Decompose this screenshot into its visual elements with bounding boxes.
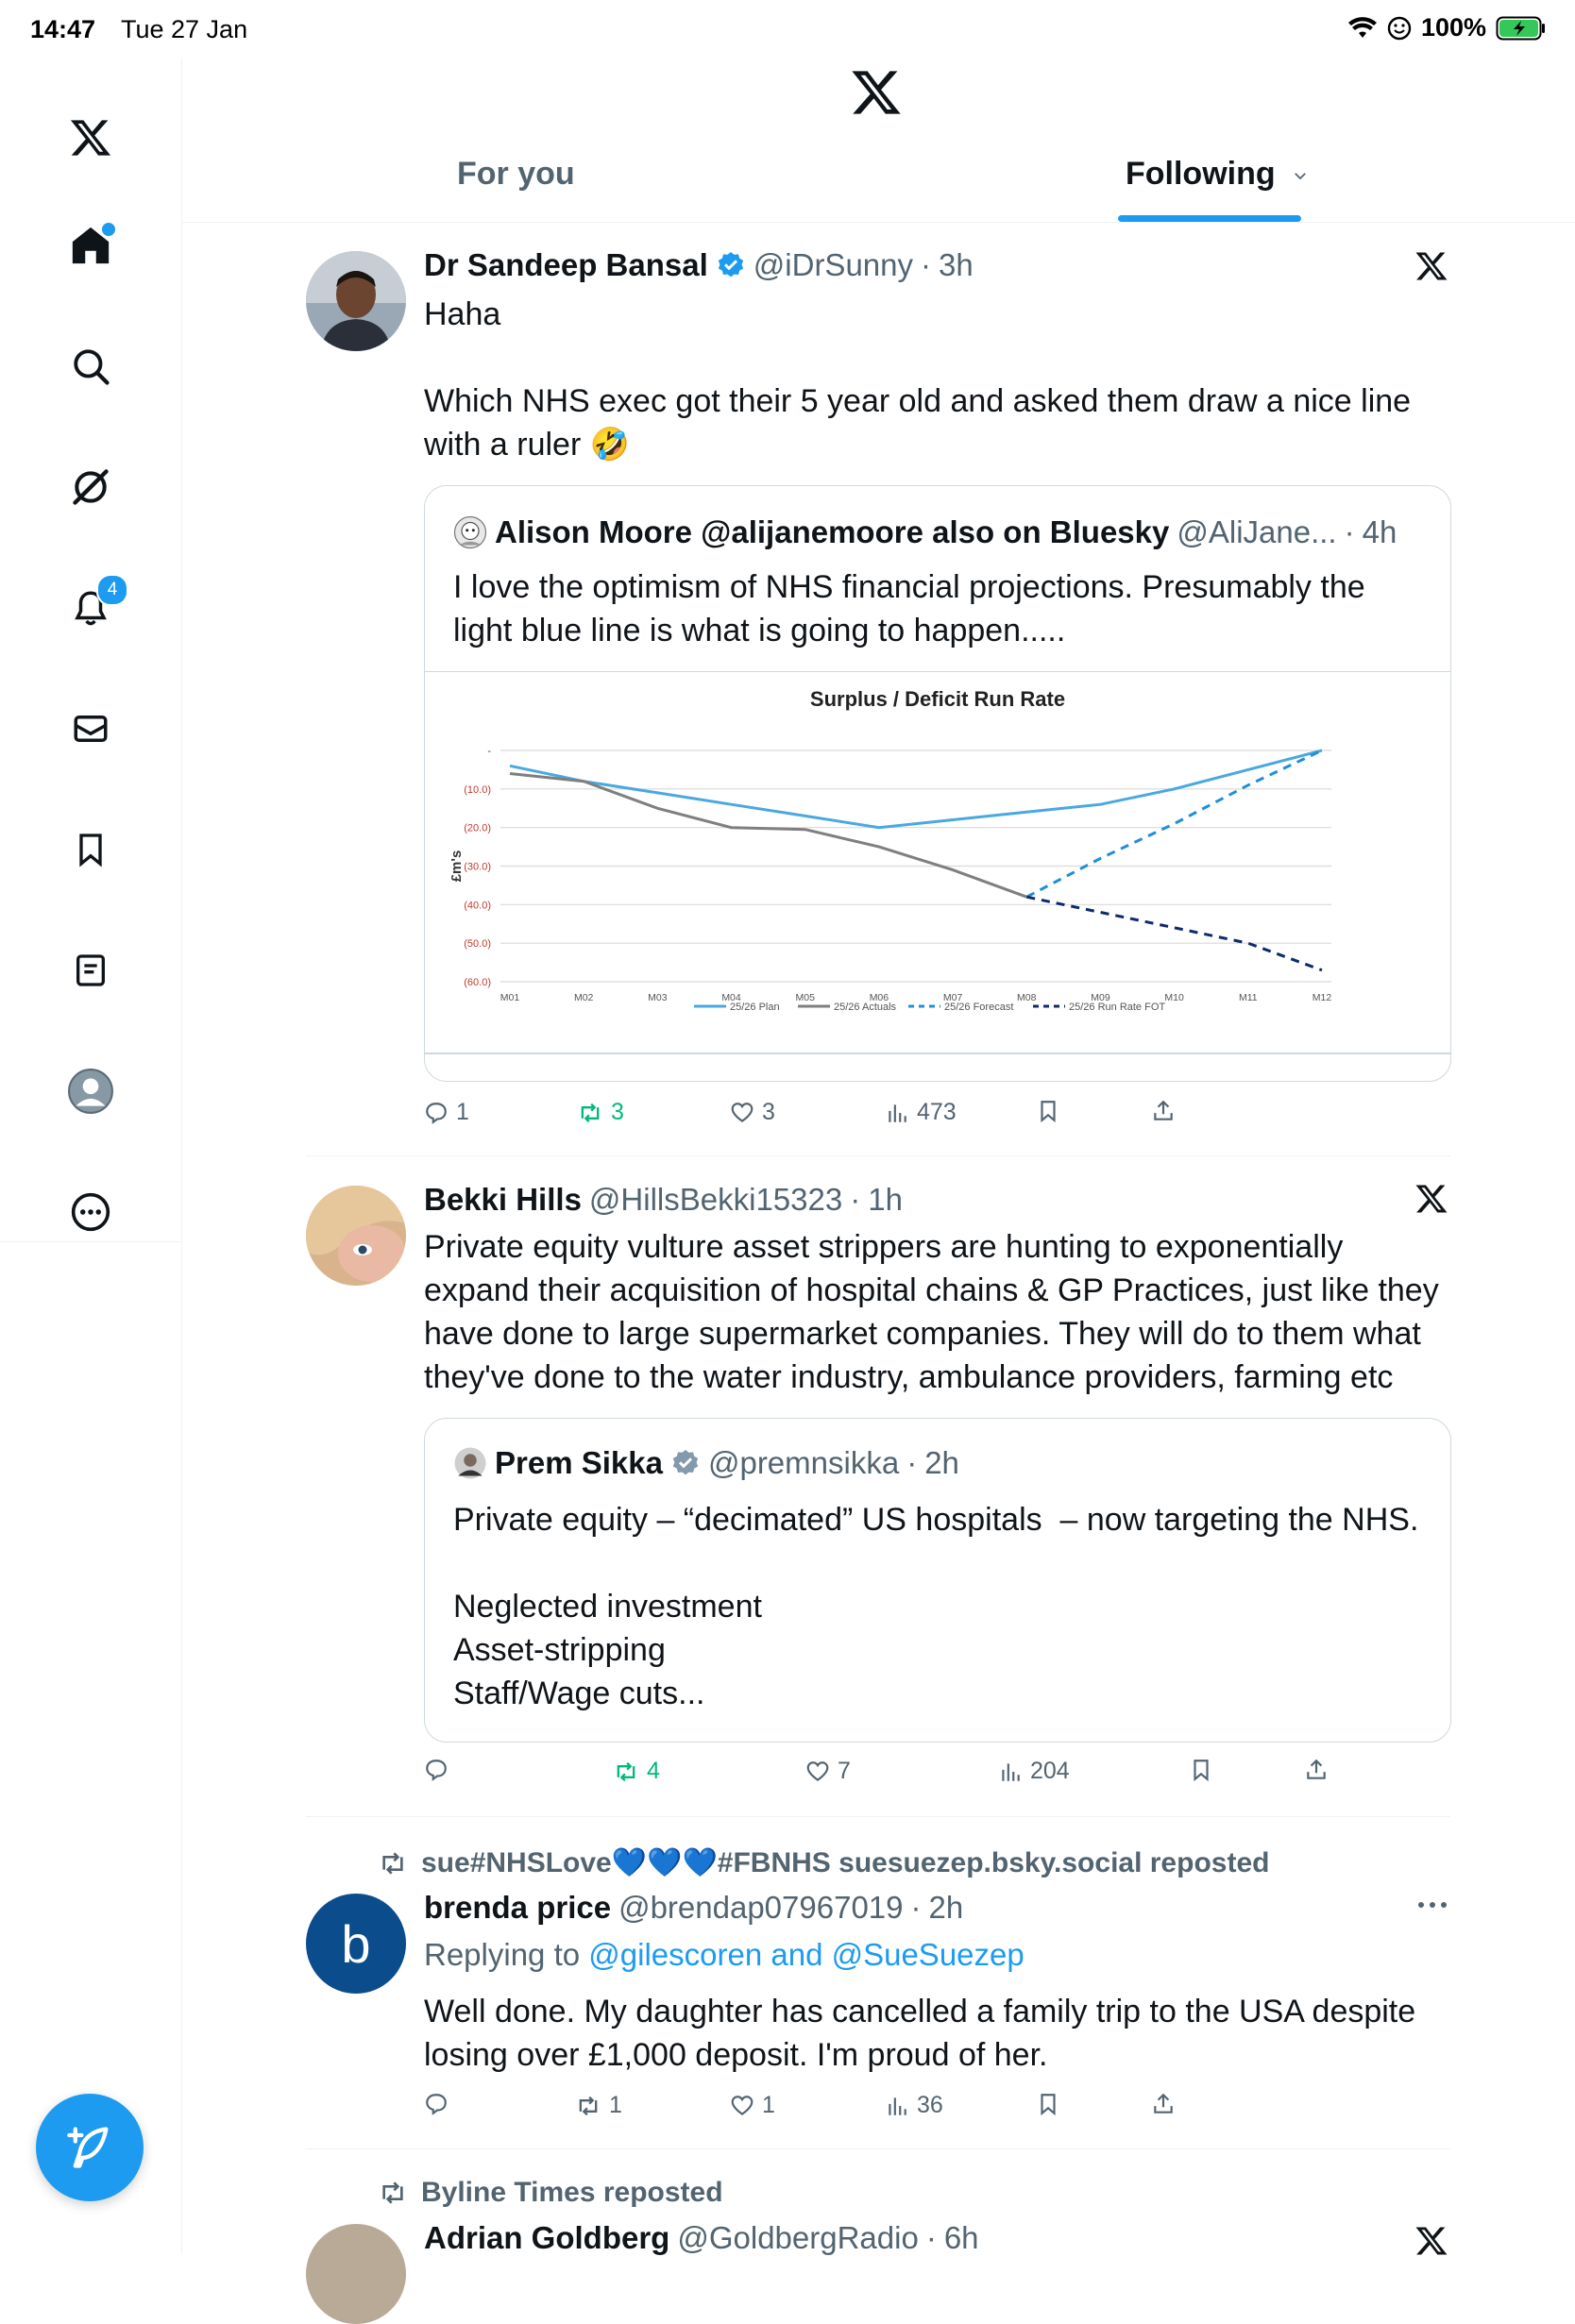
repost-count: 1 [609, 2092, 622, 2118]
reposted-by-label[interactable]: sue#NHSLove💙💙💙#FBNHS suesuezep.bsky.social reposted [421, 1847, 1270, 1878]
x-logo-icon [850, 66, 903, 119]
post-divider [306, 1816, 1450, 1817]
nav-profile[interactable] [57, 1057, 125, 1125]
grok-icon [70, 466, 111, 508]
share-icon [1151, 1099, 1176, 1123]
legend-label: 25/26 Actuals [834, 1002, 897, 1013]
post-actions [424, 2092, 1387, 2130]
list-icon [72, 951, 110, 989]
x-tick-label: M06 [869, 992, 889, 1003]
dot-separator: · [906, 1445, 918, 1480]
focus-smiley-icon [1387, 16, 1412, 41]
post-text: have done to large supermarket companies. They will do to them what [424, 1316, 1421, 1352]
heart-icon [730, 1101, 754, 1125]
views-button[interactable] [998, 1758, 1070, 1785]
quoted-avatar [453, 1446, 487, 1480]
bookmark-icon [1036, 2092, 1060, 2116]
quoted-post-text: Asset-stripping [453, 1632, 666, 1668]
y-axis-label: £m's [449, 850, 465, 883]
more-options-button[interactable] [1416, 1895, 1448, 1914]
status-bar [0, 0, 1575, 59]
quoted-post-text: I love the optimism of NHS financial projections. Presumably the [453, 569, 1365, 605]
y-tick-label: (40.0) [464, 900, 491, 912]
quoted-post-text: light blue line is what is going to happen..... [453, 613, 1066, 648]
bookmark-icon [72, 831, 110, 868]
like-button[interactable] [730, 2092, 775, 2119]
mail-icon [71, 709, 110, 749]
post-actions [424, 1099, 1387, 1137]
more-dots-icon [1416, 1895, 1448, 1914]
nav-search[interactable] [57, 332, 125, 400]
post-time[interactable]: 1h [868, 1182, 903, 1217]
verified-badge-icon [670, 1448, 701, 1478]
like-count: 7 [838, 1758, 851, 1784]
bookmark-button[interactable] [1036, 1099, 1060, 1123]
nav-bookmarks[interactable] [57, 816, 125, 884]
x-logo-button[interactable] [57, 104, 125, 172]
y-tick-label: (10.0) [464, 783, 491, 796]
reply-icon [424, 1758, 449, 1782]
repost-icon [577, 1100, 603, 1126]
x-grok-button[interactable] [1414, 249, 1448, 283]
quoted-author-name: Prem Sikka [495, 1445, 663, 1480]
repost-icon [378, 2178, 408, 2208]
chart-title: Surplus / Deficit Run Rate [809, 687, 1066, 711]
author-name[interactable]: Bekki Hills [424, 1182, 582, 1217]
replying-to-link[interactable]: @gilescoren and @SueSuezep [588, 1937, 1025, 1972]
tab-for-you[interactable]: For you [457, 156, 575, 192]
x-tick-label: M08 [1017, 992, 1037, 1003]
author-handle[interactable]: @brendap07967019 [618, 1890, 904, 1925]
dot-separator: · [1344, 514, 1355, 549]
views-count: 473 [917, 1099, 957, 1125]
author-handle[interactable]: @iDrSunny [753, 247, 914, 282]
avatar[interactable] [306, 1186, 406, 1286]
x-tick-label: M05 [795, 992, 815, 1003]
quoted-post[interactable] [424, 485, 1451, 1082]
author-name[interactable]: Dr Sandeep Bansal [424, 247, 708, 282]
heart-icon [730, 2094, 754, 2118]
nav-lists[interactable] [57, 936, 125, 1004]
repost-button[interactable] [613, 1758, 660, 1785]
nav-more[interactable] [57, 1178, 125, 1246]
battery-charging-icon [1496, 15, 1547, 42]
legend-label: 25/26 Plan [730, 1002, 780, 1013]
avatar-letter: b [341, 1913, 371, 1974]
reply-icon [424, 2092, 449, 2116]
reply-button[interactable] [424, 2092, 456, 2116]
user-photo [306, 1186, 406, 1286]
y-tick-label: - [487, 746, 491, 757]
views-chart-icon [885, 2094, 909, 2118]
post-text: they've done to the water industry, ambulance providers, farming etc [424, 1359, 1394, 1395]
views-chart-icon [998, 1760, 1023, 1784]
repost-count: 4 [647, 1758, 660, 1784]
share-button[interactable] [1304, 1758, 1329, 1782]
x-logo-icon [69, 116, 112, 160]
post-divider [306, 1155, 1450, 1156]
repost-icon [613, 1759, 639, 1785]
post-time[interactable]: 2h [928, 1890, 964, 1925]
post-text: expand their acquisition of hospital chains & GP Practices, just like they [424, 1272, 1439, 1308]
author-name[interactable]: brenda price [424, 1890, 612, 1925]
y-tick-label: (20.0) [464, 822, 491, 834]
quoted-post-time: 2h [924, 1445, 959, 1480]
like-count: 3 [762, 1099, 775, 1125]
post-text: Private equity vulture asset strippers are hunting to exponentially [424, 1229, 1344, 1265]
nav-home[interactable] [57, 211, 125, 279]
x-tick-label: M02 [573, 992, 594, 1003]
post-text: Haha [424, 296, 501, 332]
share-icon [1151, 2092, 1176, 2116]
post-text: Well done. My daughter has cancelled a family trip to the USA despite [424, 1994, 1416, 2029]
notifications-badge: 4 [96, 574, 128, 606]
bookmark-button[interactable] [1036, 2092, 1060, 2116]
avatar[interactable] [306, 251, 406, 351]
legend-label: 25/26 Forecast [944, 1002, 1014, 1013]
like-button[interactable] [730, 1099, 775, 1126]
home-unread-dot [100, 221, 117, 238]
reposted-by-label[interactable]: Byline Times reposted [421, 2177, 723, 2208]
media-bottom-border [425, 1053, 1450, 1054]
author-handle[interactable]: @HillsBekki15323 [588, 1182, 843, 1217]
x-tick-label: M09 [1091, 992, 1110, 1003]
x-tick-label: M10 [1164, 992, 1184, 1003]
reply-button[interactable] [424, 1758, 456, 1782]
header-divider [182, 222, 1575, 223]
x-grok-button[interactable] [1414, 2224, 1448, 2258]
verified-badge-icon [716, 250, 746, 280]
quoted-author-name: Alison Moore @alijanemoore also on Bluesky [495, 514, 1170, 549]
like-count: 1 [762, 2092, 775, 2118]
status-time: 14:47 [30, 15, 96, 43]
share-icon [1304, 1758, 1329, 1782]
sidebar-divider [0, 1241, 181, 1242]
chevron-down-icon [1292, 167, 1309, 184]
status-date: Tue 27 Jan [121, 15, 248, 43]
compose-feather-icon [65, 2123, 114, 2172]
x-tick-label: M12 [1312, 992, 1332, 1003]
views-count: 36 [917, 2092, 943, 2118]
search-icon [71, 346, 110, 386]
bookmark-button[interactable] [1189, 1758, 1213, 1782]
avatar[interactable] [306, 2224, 406, 2324]
quoted-post-time: 4h [1362, 514, 1397, 549]
bookmark-icon [1036, 1099, 1060, 1123]
x-logo-icon [1414, 249, 1448, 283]
more-circle-icon [70, 1191, 111, 1233]
quoted-author-handle: @AliJane... [1177, 514, 1337, 549]
share-button[interactable] [1151, 1099, 1176, 1123]
views-chart-icon [885, 1101, 909, 1125]
battery-percent: 100% [1420, 13, 1486, 42]
nav-grok[interactable] [57, 453, 125, 521]
author-handle[interactable]: @GoldbergRadio [677, 2220, 919, 2255]
repost-count: 3 [611, 1099, 624, 1125]
post-text: with a ruler 🤣 [424, 427, 631, 463]
reply-count: 1 [456, 1099, 469, 1125]
dot-separator: · [921, 247, 932, 282]
bookmark-icon [1189, 1758, 1213, 1782]
tab-following[interactable] [1126, 156, 1309, 193]
dot-separator: · [850, 1182, 861, 1217]
tab-following-label: Following [1126, 156, 1276, 192]
reply-button[interactable] [424, 1099, 469, 1126]
dot-separator: · [925, 2220, 937, 2255]
repost-icon [378, 1848, 408, 1878]
reply-icon [424, 1101, 449, 1125]
heart-icon [805, 1760, 830, 1784]
views-count: 204 [1030, 1758, 1070, 1784]
replying-to-prefix: Replying to [424, 1937, 581, 1972]
quoted-author-handle: @premnsikka [707, 1445, 900, 1480]
x-grok-button[interactable] [1414, 1182, 1448, 1216]
x-tick-label: M11 [1238, 992, 1258, 1003]
legend-label: 25/26 Run Rate FOT [1069, 1002, 1166, 1013]
post-actions [424, 1758, 1387, 1795]
views-button[interactable] [885, 1099, 957, 1126]
user-photo [306, 251, 406, 351]
wifi-icon [1347, 17, 1378, 40]
sidebar [0, 59, 182, 2254]
compose-post-button[interactable] [36, 2094, 144, 2201]
dot-separator: · [910, 1890, 922, 1925]
profile-avatar-icon [67, 1068, 114, 1115]
y-tick-label: (60.0) [464, 977, 491, 988]
quoted-post-text: Staff/Wage cuts... [453, 1676, 705, 1711]
x-tick-label: M04 [721, 992, 741, 1003]
y-tick-label: (30.0) [464, 861, 491, 873]
post-time[interactable]: 3h [939, 247, 974, 282]
avatar[interactable] [306, 1894, 406, 1994]
chart-image[interactable] [425, 672, 1450, 1050]
repost-icon [575, 2093, 601, 2119]
x-logo-icon [1414, 1182, 1448, 1216]
quoted-post-text: Private equity – “decimated” US hospitals – now targeting the NHS. [453, 1502, 1419, 1538]
post-time[interactable]: 6h [943, 2220, 979, 2255]
like-button[interactable] [805, 1758, 851, 1785]
author-name[interactable]: Adrian Goldberg [424, 2220, 670, 2255]
x-logo-icon [1414, 2224, 1448, 2258]
quoted-avatar [453, 515, 487, 549]
x-tick-label: M03 [648, 992, 668, 1003]
views-button[interactable] [885, 2092, 943, 2119]
y-tick-label: (50.0) [464, 938, 491, 951]
repost-button[interactable] [577, 1099, 624, 1126]
x-logo-header[interactable] [850, 66, 906, 123]
repost-button[interactable] [575, 2092, 622, 2119]
post-text: losing over £1,000 deposit. I'm proud of her. [424, 2037, 1048, 2073]
x-tick-label: M07 [942, 992, 963, 1003]
post-divider [306, 2148, 1450, 2149]
share-button[interactable] [1151, 2092, 1176, 2116]
tab-active-indicator [1118, 215, 1301, 222]
nav-notifications[interactable] [57, 574, 125, 642]
x-tick-label: M01 [500, 992, 520, 1003]
nav-messages[interactable] [57, 695, 125, 763]
quoted-post-text: Neglected investment [453, 1589, 762, 1625]
post-text: Which NHS exec got their 5 year old and asked them draw a nice line [424, 383, 1412, 419]
quoted-post[interactable] [424, 1418, 1451, 1743]
